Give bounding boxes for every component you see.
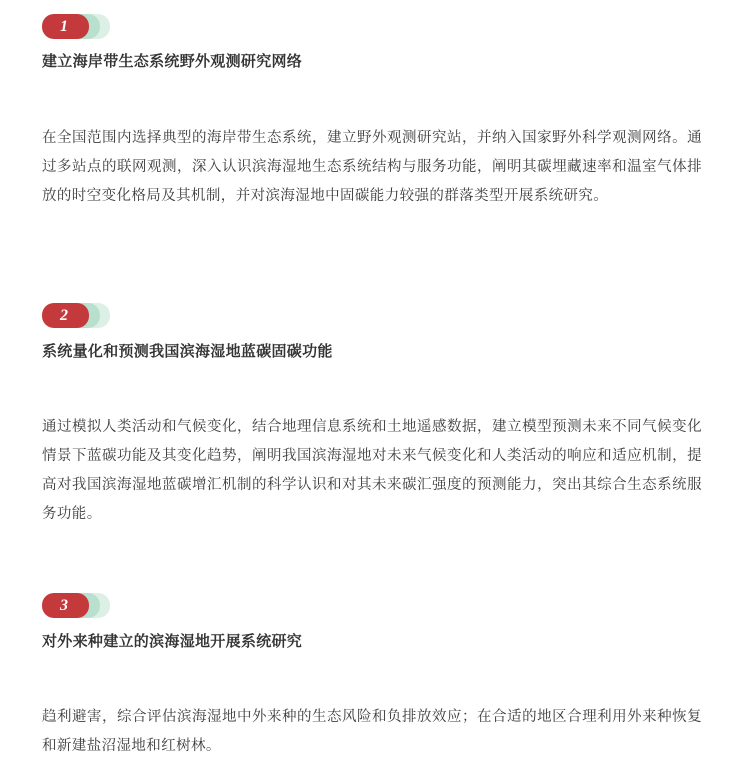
section-number-badge: [42, 593, 110, 618]
section-number: 3: [60, 597, 68, 614]
section-paragraph: 在全国范围内选择典型的海岸带生态系统，建立野外观测研究站，并纳入国家野外科学观测网络。通过多站点的联网观测，深入认识滨海湿地生态系统结构与服务功能，阐明其碳埋藏速率和温室气体排放的时空变化格局及其机制，并对滨海湿地中固碳能力较强的群落类型开展系统研究。: [42, 130, 702, 204]
section-paragraph: 通过模拟人类活动和气候变化，结合地理信息系统和土地遥感数据，建立模型预测未来不同气候变化情景下蓝碳功能及其变化趋势，阐明我国滨海湿地对未来气候变化和人类活动的响应和适应机制，提高对我国滨海湿地蓝碳增汇机制的科学认识和对其未来碳汇强度的预测能力，突出其综合生态系统服务功能。: [42, 419, 702, 522]
section-heading: 系统量化和预测我国滨海湿地蓝碳固碳功能: [42, 342, 333, 360]
section-paragraph: 趋利避害，综合评估滨海湿地中外来种的生态风险和负排放效应；在合适的地区合理利用外来种恢复和新建盐沼湿地和红树林。: [42, 709, 702, 754]
section-heading: 对外来种建立的滨海湿地开展系统研究: [42, 632, 303, 650]
section-number: 1: [60, 18, 68, 35]
section-heading: 建立海岸带生态系统野外观测研究网络: [42, 52, 303, 70]
section-number-badge: [42, 14, 110, 39]
section-number-badge: [42, 303, 110, 328]
section-number: 2: [60, 307, 68, 324]
